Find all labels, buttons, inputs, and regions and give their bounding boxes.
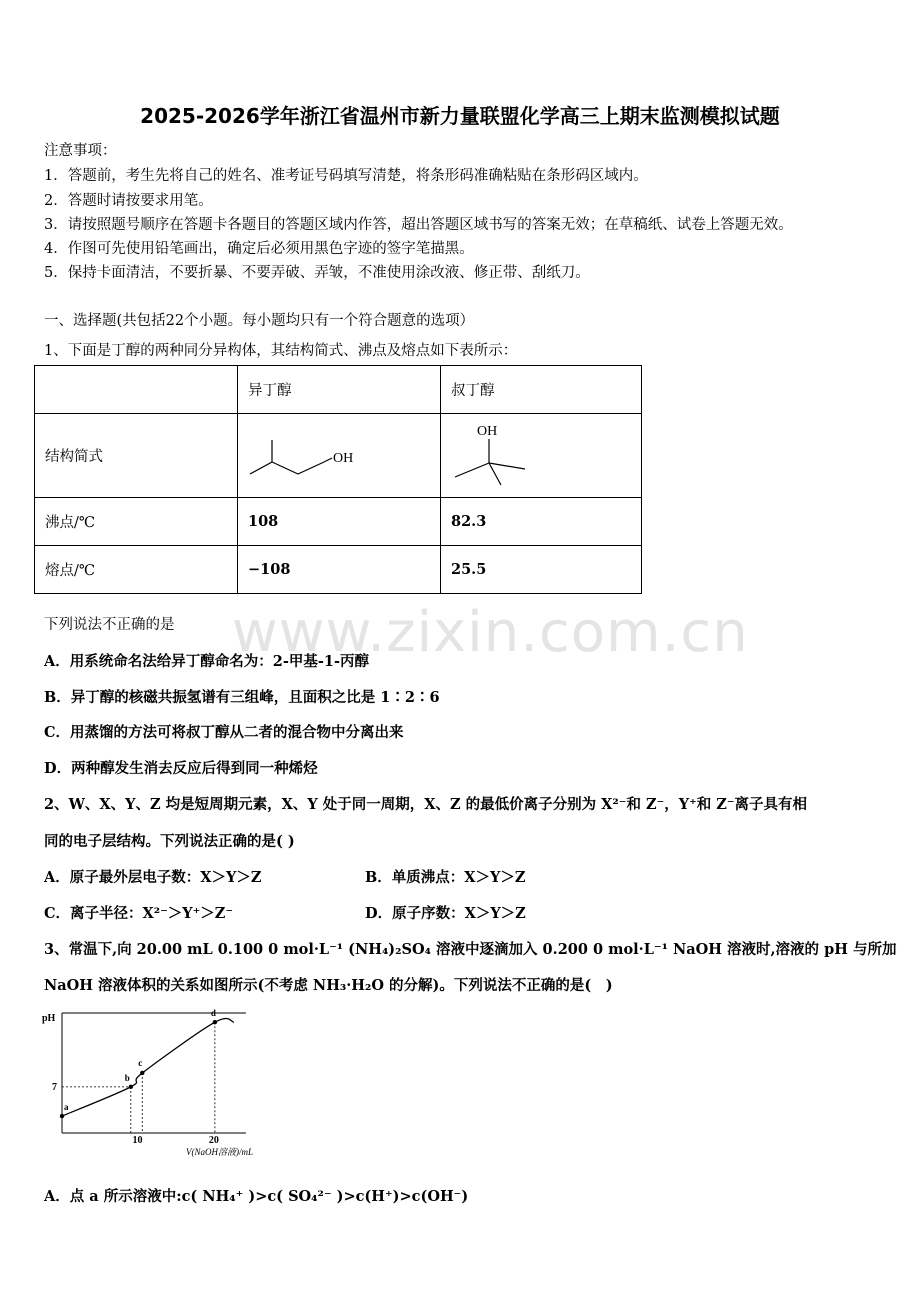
question-3-stem-line2: NaOH 溶液体积的关系如图所示(不考虑 NH₃·H₂O 的分解)。下列说法不正确的是( ) [44,977,613,994]
chart-point-label-a: a [64,1102,69,1113]
watermark: www.zixin.com.cn [232,600,749,665]
q1-option-d: D．两种醇发生消去反应后得到同一种烯烃 [44,760,318,777]
question-2-stem-line2: 同的电子层结构。下列说法正确的是( ) [44,833,295,850]
chart-xlabel: V(NaOH溶液)/mL [186,1147,253,1157]
table-row-label-structure: 结构简式 [35,414,238,498]
oh-label: OH [333,450,354,466]
isobutanol-mp: −108 [238,546,441,594]
q1-option-a: A．用系统命名法给异丁醇命名为：2-甲基-1-丙醇 [44,653,369,670]
notice-item: 3．请按照题号顺序在答题卡各题目的答题区域内作答，超出答题区域书写的答案无效；在草稿纸、试卷上答题无效。 [44,217,793,233]
table-row-label-mp: 熔点/℃ [35,546,238,594]
isobutanol-structure [238,414,441,498]
table-row-label-bp: 沸点/℃ [35,498,238,546]
q2-option-c: C．离子半径：X²⁻＞Y⁺＞Z⁻ [44,905,234,922]
chart-series-curve [62,1018,234,1116]
question-3-stem-line1: 3、常温下,向 20.00 mL 0.100 0 mol·L⁻¹ (NH₄)₂SO₄ 溶液中逐滴加入 0.200 0 mol·L⁻¹ NaOH 溶液时,溶液的 pH 与所加 [44,941,897,958]
chart-point-d [213,1020,217,1024]
chart-ylabel: pH [42,1013,56,1024]
chart-x-tick-20: 20 [208,1135,219,1146]
question-1-prompt: 下列说法不正确的是 [44,617,175,633]
chart-point-a [60,1114,64,1118]
isobutanol-skeletal-formula [248,424,368,484]
notice-item: 2．答题时请按要求用笔。 [44,193,213,209]
oh-label: OH [477,423,498,439]
chart-point-label-c: c [138,1058,143,1068]
chart-point-b [129,1085,133,1089]
butanol-table [34,365,642,594]
page-title: 2025-2026学年浙江省温州市新力量联盟化学高三上期末监测模拟试题 [140,104,780,128]
isobutanol-bp: 108 [238,498,441,546]
notice-item: 1．答题前，考生先将自己的姓名、准考证号码填写清楚，将条形码准确粘贴在条形码区域内。 [44,168,648,184]
q3-option-a: A．点 a 所示溶液中:c( NH₄⁺ )>c( SO₄²⁻ )>c(H⁺)>c(OH⁻) [44,1188,469,1205]
chart-x-tick-10: 10 [132,1135,143,1146]
table-header-tert-butanol: 叔丁醇 [441,366,642,414]
q1-option-c: C．用蒸馏的方法可将叔丁醇从二者的混合物中分离出来 [44,724,404,741]
q2-option-d: D．原子序数：X＞Y＞Z [365,905,526,922]
table-header-empty [35,366,238,414]
chart-point-label-b: b [124,1072,130,1083]
q1-option-b: B．异丁醇的核磁共振氢谱有三组峰，且面积之比是 1∶2∶6 [44,689,440,706]
q2-option-b: B．单质沸点：X＞Y＞Z [365,869,526,886]
chart-point-c [140,1071,144,1075]
tert-butanol-mp: 25.5 [441,546,642,594]
question-1-stem: 1、下面是丁醇的两种同分异构体，其结构简式、沸点及熔点如下表所示： [44,343,518,359]
notice-heading: 注意事项： [44,143,117,159]
question-2-stem-line1: 2、W、X、Y、Z 均是短周期元素，X、Y 处于同一周期，X、Z 的最低价离子分别为 X²⁻和 Z⁻，Y⁺和 Z⁻离子具有相 [44,796,808,813]
tert-butanol-skeletal-formula [451,419,551,489]
tert-butanol-bp: 82.3 [441,498,642,546]
q2-option-a: A．原子最外层电子数：X＞Y＞Z [44,869,262,886]
table-header-isobutanol: 异丁醇 [238,366,441,414]
tert-butanol-structure [441,414,642,498]
chart-point-label-d: d [210,1008,216,1019]
notice-item: 5．保持卡面清洁，不要折暴、不要弄破、弄皱，不准使用涂改液、修正带、刮纸刀。 [44,265,590,281]
titration-curve-chart [36,1005,276,1165]
notice-item: 4．作图可先使用铅笔画出，确定后必须用黑色字迹的签字笔描黑。 [44,241,474,257]
section-heading: 一、选择题(共包括22个小题。每小题均只有一个符合题意的选项） [44,313,475,329]
chart-y-tick-7: 7 [52,1081,57,1093]
